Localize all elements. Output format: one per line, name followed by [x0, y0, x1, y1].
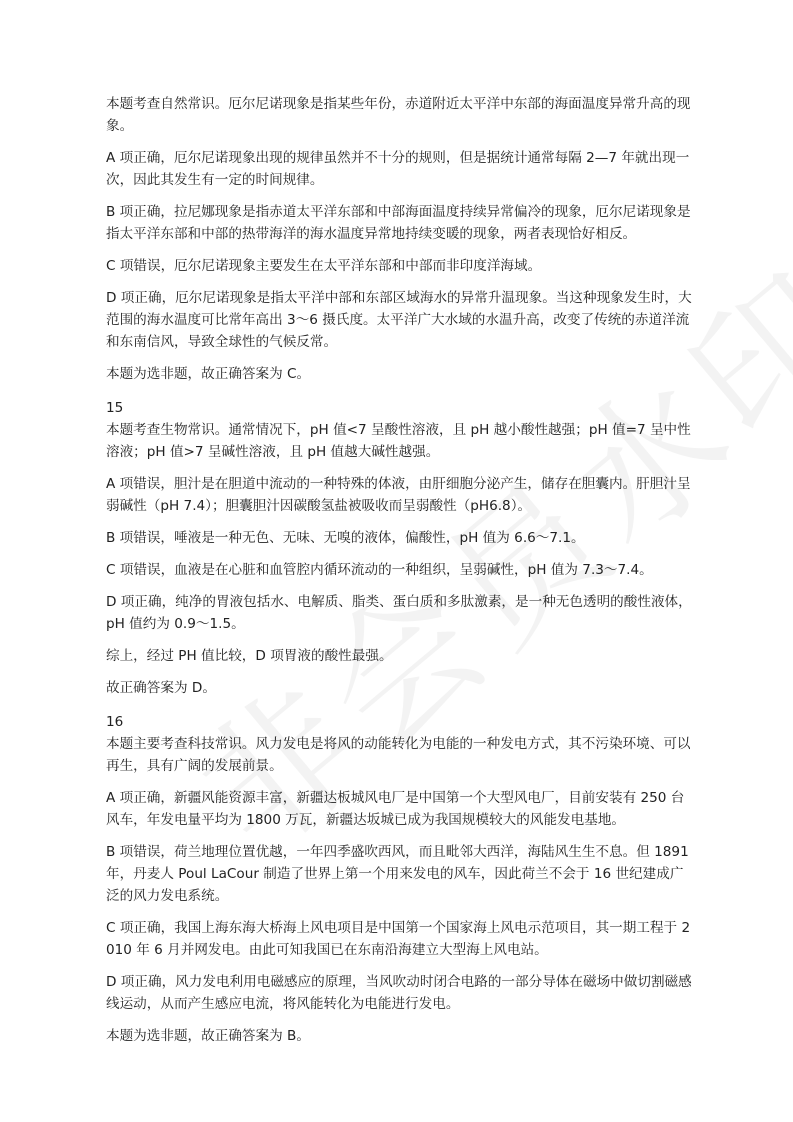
- question-number-16: 16: [106, 714, 124, 730]
- q15-paragraph-6: 综上，经过 PH 值比较，D 项胃液的酸性最强。: [106, 648, 393, 664]
- q15-paragraph-1: 本题考查生物常识。通常情况下，pH 值<7 呈酸性溶液，且 pH 越小酸性越强；pH 值=7 呈中性溶液；pH 值>7 呈碱性溶液，且 pH 值越大碱性越强。: [106, 422, 691, 460]
- intro-paragraph-1: 本题考查自然常识。厄尔尼诺现象是指某些年份，赤道附近太平洋中东部的海面温度异常升高的现象。: [106, 96, 691, 134]
- q15-paragraph-4: C 项错误，血液是在心脏和血管腔内循环流动的一种组织，呈弱碱性，pH 值为 7.3～7.4。: [106, 562, 653, 578]
- question-number-15: 15: [106, 400, 124, 416]
- q16-paragraph-4: C 项正确，我国上海东海大桥海上风电项目是中国第一个国家海上风电示范项目，其一期工程于 2010 年 6 月并网发电。由此可知我国已在东南沿海建立大型海上风电站。: [106, 920, 691, 958]
- q16-paragraph-5: D 项正确，风力发电利用电磁感应的原理，当风吹动时闭合电路的一部分导体在磁场中做切割磁感线运动，从而产生感应电流，将风能转化为电能进行发电。: [106, 974, 692, 1012]
- intro-paragraph-3: B 项正确，拉尼娜现象是指赤道太平洋东部和中部海面温度持续异常偏冷的现象，厄尔尼诺现象是指太平洋东部和中部的热带海洋的海水温度异常地持续变暖的现象，两者表现恰好相反。: [106, 204, 691, 242]
- document-body: [106, 93, 696, 1047]
- q15-paragraph-5: D 项正确，纯净的胃液包括水、电解质、脂类、蛋白质和多肽激素，是一种无色透明的酸性液体，pH 值约为 0.9～1.5。: [106, 594, 692, 632]
- intro-paragraph-4: C 项错误，厄尔尼诺现象主要发生在太平洋东部和中部而非印度洋海域。: [106, 258, 542, 274]
- q16-paragraph-1: 本题主要考查科技常识。风力发电是将风的动能转化为电能的一种发电方式，其不污染环境、可以再生，具有广阔的发展前景。: [106, 736, 691, 774]
- q16-answer: 本题为选非题，故正确答案为 B。: [106, 1028, 310, 1044]
- intro-answer: 本题为选非题，故正确答案为 C。: [106, 366, 311, 382]
- q15-answer: 故正确答案为 D。: [106, 680, 216, 696]
- intro-paragraph-2: A 项正确，厄尔尼诺现象出现的规律虽然并不十分的规则，但是据统计通常每隔 2—7 年就出现一次，因此其发生有一定的时间规律。: [106, 150, 690, 188]
- q15-paragraph-3: B 项错误，唾液是一种无色、无味、无嗅的液体，偏酸性，pH 值为 6.6～7.1。: [106, 530, 585, 546]
- intro-paragraph-5: D 项正确，厄尔尼诺现象是指太平洋中部和东部区域海水的异常升温现象。当这种现象发生时，大范围的海水温度可比常年高出 3～6 摄氏度。太平洋广大水域的水温升高，改变了传统的赤道洋流和东南信风，导致全球性的气候反常。: [106, 290, 692, 350]
- q16-paragraph-3: B 项错误，荷兰地理位置优越，一年四季盛吹西风，而且毗邻大西洋，海陆风生生不息。但 1891 年，丹麦人 Poul LaCour 制造了世界上第一个用来发电的风车，因此荷兰不会于 16 世纪建成广泛的风力发电系统。: [106, 844, 689, 904]
- q16-paragraph-2: A 项正确，新疆风能资源丰富，新疆达板城风电厂是中国第一个大型风电厂，目前安装有 250 台风车，年发电量平均为 1800 万瓦，新疆达坂城已成为我国规模较大的风能发电基地。: [106, 790, 685, 828]
- q15-paragraph-2: A 项错误，胆汁是在胆道中流动的一种特殊的体液，由肝细胞分泌产生，储存在胆囊内。肝胆汁呈弱碱性（pH 7.4）；胆囊胆汁因碳酸氢盐被吸收而呈弱酸性（pH6.8）。: [106, 476, 691, 514]
